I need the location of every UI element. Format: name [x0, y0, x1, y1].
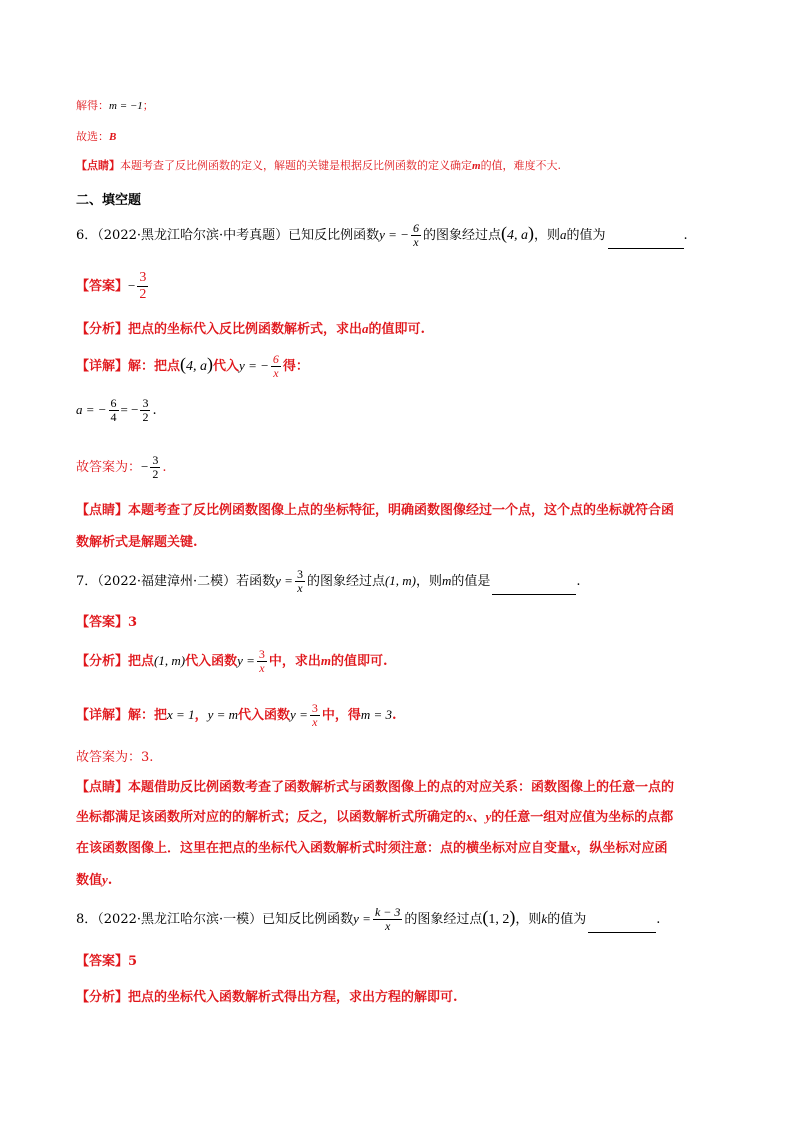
q7-comment-line3a: 在该函数图像上．这里在把点的坐标代入函数解析式时须注意：点的横坐标对应自变量 [76, 841, 571, 856]
q6-detail-mid: 代入 [213, 359, 240, 374]
q8-answer-tag: 【答案】 [76, 954, 129, 969]
q6-calc [76, 397, 740, 424]
q6-calc-num2: 3 [142, 396, 149, 410]
q7-answer-blank[interactable] [492, 580, 576, 595]
q7-analysis-text: 把点 [128, 654, 155, 669]
q7-comment-line4-var: y [102, 872, 108, 887]
solve-math: m = −1 [109, 100, 143, 112]
q7-tail-text: ，则 [416, 574, 443, 589]
q8-number: 8． [76, 912, 98, 927]
q7-source: （2022·福建漳州·二模）若函数 [97, 574, 276, 589]
q6-detail-num: 6 [272, 352, 279, 366]
q8-end-text: 的值为 [547, 912, 587, 927]
q6-answer-tag: 【答案】 [76, 279, 129, 294]
q6-comment-2: 数解析式是解题关键. [76, 535, 198, 550]
q7-comment-line2-vars: x、y [466, 809, 492, 824]
q7-comment-line3b: ，纵坐标对应函 [576, 841, 668, 856]
q7-point: (1, m) [384, 573, 416, 588]
q8-answer [76, 950, 740, 969]
choose-line [76, 128, 740, 144]
q7-comment-line2a: 坐标都满足该函数所对应的的解析式；反之，以函数解析式所确定的 [76, 810, 467, 825]
q7-analysis-fraction [257, 648, 267, 675]
q8-analysis-text: 把点的坐标代入函数解析式得出方程，求出方程的解即可. [128, 990, 458, 1005]
q6-func-den: x [413, 235, 419, 249]
q8-analysis-tag: 【分析】 [76, 990, 129, 1005]
q7-comment-line2b: 的任意一组对应值为坐标的点都 [491, 810, 674, 825]
q8-func-num: k − 3 [374, 905, 401, 919]
q6-analysis-tag: 【分析】 [76, 322, 129, 337]
q6-comment-tag: 【点睛】 [76, 503, 129, 518]
q7-analysis-mid2: 中，求出 [268, 654, 321, 669]
q6-end-dot: . [683, 228, 688, 243]
q8-point-value: 1, 2 [488, 912, 510, 927]
q8-func-fraction [373, 906, 402, 933]
q6-func-fraction [411, 222, 421, 249]
q6-var: a [560, 227, 567, 242]
comment-tag: 【点睛】 [76, 159, 120, 172]
solve-line [76, 97, 740, 113]
comment-tail: 的值，难度不大. [480, 159, 562, 172]
q7-comment-line4b: . [107, 873, 113, 888]
q6-comment-1 [76, 499, 740, 518]
q6-calc-frac2 [140, 397, 150, 424]
q7-analysis-lhs: y = [237, 653, 255, 668]
top-comment [76, 157, 740, 173]
q6-result-num: 3 [152, 453, 159, 467]
q6-func-num: 6 [412, 221, 419, 235]
q7-analysis-tag: 【分析】 [76, 654, 129, 669]
q7-comment-line1: 本题借助反比例函数考查了函数解析式与函数图像上的点的对应关系：函数图像上的任意一点的 [128, 780, 675, 795]
q7-answer-tag: 【答案】 [76, 615, 129, 630]
solve-tail: ； [142, 99, 154, 112]
q6-result-den: 2 [152, 467, 159, 481]
q6-detail-tag: 【详解】 [76, 359, 129, 374]
q7-analysis-tail: 的值即可. [331, 654, 388, 669]
q7-answer-value: 3 [128, 615, 138, 630]
q7-detail-num: 3 [311, 701, 318, 715]
q6-tail-text: ，则 [533, 228, 560, 243]
q7-analysis-den: x [259, 661, 265, 675]
q7-detail-den: x [312, 715, 318, 729]
q6-detail-point: (4, a) [180, 354, 214, 374]
q8-end-dot: . [656, 912, 661, 927]
q6-answer-den: 2 [139, 287, 147, 302]
q7-detail-y: y = m [207, 707, 239, 722]
q6-analysis-tail: 的值即可. [368, 322, 426, 337]
q7-number: 7． [76, 574, 98, 589]
q6-answer-sign: − [128, 278, 136, 293]
comment-text: 本题考查了反比例函数的定义，解题的关键是根据反比例函数的定义确定 [120, 159, 472, 172]
q6-func-lhs: y = − [379, 227, 409, 242]
q7-stem [76, 568, 740, 595]
q7-result: 故答案为：3. [76, 750, 154, 765]
q7-comment-line4a: 数值 [76, 873, 103, 888]
q8-answer-blank[interactable] [588, 918, 656, 933]
q7-func-den: x [297, 581, 303, 595]
q7-comment-4 [76, 869, 740, 888]
q6-analysis-text: 把点的坐标代入反比例函数解析式，求出 [128, 322, 363, 337]
q7-detail-res: m = 3 [360, 707, 393, 722]
q7-func-lhs: y = [275, 573, 293, 588]
q6-calc-den2: 2 [142, 410, 149, 424]
q7-detail-mid2: 中，得 [321, 708, 361, 723]
q6-answer-num: 3 [139, 270, 147, 285]
q7-end-text: 的值是 [451, 574, 491, 589]
q6-result-sign: − [141, 459, 149, 474]
q7-analysis [76, 648, 740, 675]
q6-answer-blank[interactable] [608, 234, 684, 249]
q6-result [76, 454, 740, 481]
q8-stem [76, 906, 740, 933]
q7-analysis-var: m [320, 653, 332, 668]
q8-analysis [76, 986, 740, 1005]
q6-source: （2022·黑龙江哈尔滨·中考真题）已知反比例函数 [97, 228, 380, 243]
q7-detail-text: 解：把 [128, 708, 168, 723]
q6-comment-line1: 本题考查了反比例函数图像上点的坐标特征，明确函数图像经过一个点，这个点的坐标就符合函 [128, 503, 675, 518]
q7-detail-mid: 代入函数 [238, 708, 291, 723]
q6-calc-end: . [152, 403, 157, 418]
q7-func-fraction [295, 568, 305, 595]
q7-detail-end: . [392, 708, 397, 723]
q6-calc-eq: = − [120, 402, 139, 417]
q6-analysis-var: a [362, 321, 369, 336]
q6-result-end: . [162, 460, 167, 475]
q6-stem [76, 222, 740, 249]
q6-mid-text: 的图象经过点 [422, 228, 501, 243]
q8-tail-text: ，则 [515, 912, 542, 927]
comment-var: m [472, 160, 481, 172]
choose-value: B [109, 131, 117, 143]
q7-mid-text: 的图象经过点 [306, 574, 385, 589]
choose-label: 故选： [76, 130, 109, 143]
q7-var: m [442, 573, 452, 588]
q6-result-text: 故答案为： [76, 460, 142, 475]
q6-number: 6． [76, 228, 98, 243]
q6-calc-lhs: a = − [76, 402, 107, 417]
q6-detail-text: 解：把点 [128, 359, 181, 374]
q6-detail-point-value: 4, a [186, 359, 208, 374]
q8-source: （2022·黑龙江哈尔滨·一模）已知反比例函数 [97, 912, 354, 927]
q7-analysis-num: 3 [258, 647, 265, 661]
q6-detail [76, 353, 740, 380]
q6-detail-den: x [273, 366, 279, 380]
q7-analysis-point: (1, m) [154, 653, 186, 668]
q7-answer [76, 611, 740, 630]
q6-detail-fraction [271, 353, 281, 380]
q7-comment-3 [76, 837, 740, 856]
q7-detail-x: x = 1 [167, 707, 195, 722]
q7-comment-line3-var: x [570, 840, 577, 855]
q7-detail-tag: 【详解】 [76, 708, 129, 723]
q6-calc-frac1 [109, 397, 119, 424]
q7-comment-tag: 【点睛】 [76, 780, 129, 795]
q7-detail [76, 702, 740, 729]
q7-comment-1 [76, 776, 740, 795]
q7-func-num: 3 [296, 567, 303, 581]
q7-analysis-mid: 代入函数 [185, 654, 238, 669]
q6-point-value: 4, a [506, 228, 528, 243]
q8-mid-text: 的图象经过点 [404, 912, 483, 927]
q6-end-text: 的值为 [566, 228, 606, 243]
q8-answer-value: 5 [128, 954, 138, 969]
q6-answer [76, 270, 740, 303]
q8-func-lhs: y = [353, 911, 371, 926]
q8-var: k [541, 911, 548, 926]
q6-detail-tail: 得： [282, 359, 309, 374]
q8-func-den: x [384, 919, 391, 933]
solve-label: 解得： [76, 99, 109, 112]
q7-detail-fraction [310, 702, 320, 729]
q6-detail-lhs: y = − [239, 358, 269, 373]
q8-point: (1, 2) [482, 907, 516, 927]
q7-detail-lhs: y = [290, 707, 308, 722]
section-title: 二、填空题 [76, 193, 142, 208]
q6-answer-fraction [137, 270, 148, 303]
q7-comment-2 [76, 806, 740, 825]
q6-calc-den1: 4 [110, 410, 117, 424]
q6-result-fraction [150, 454, 160, 481]
q7-end-dot: . [576, 574, 581, 589]
q6-calc-num1: 6 [110, 396, 117, 410]
q7-detail-sep: ， [194, 708, 208, 723]
q6-analysis [76, 318, 740, 337]
q6-point: (4, a) [500, 223, 534, 243]
